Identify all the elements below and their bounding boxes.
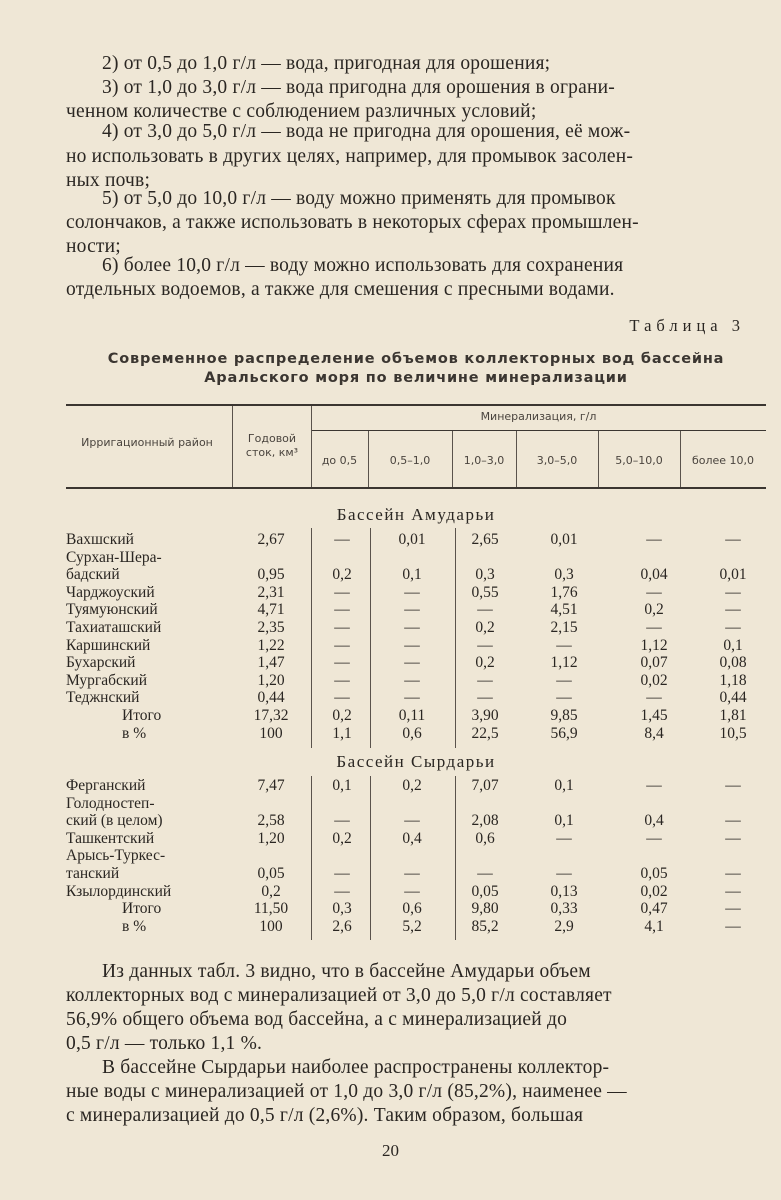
- row-value-col-5: —: [646, 777, 662, 794]
- list-item-4-line3: ных почв;: [66, 170, 151, 191]
- list-item-6-line1: 6) более 10,0 г/л — воду можно использовать для сохранения: [102, 255, 624, 276]
- row-value-col-1: —: [334, 619, 350, 636]
- row-value-col-3: 85,2: [471, 917, 499, 935]
- row-value-col-2: —: [404, 689, 420, 707]
- row-value-col-5: —: [646, 531, 662, 548]
- row-flow: 1,20: [257, 829, 285, 847]
- row-value-col-3: 0,05: [471, 882, 499, 900]
- conclusion-b-line2: ные воды с минерализацией от 1,0 до 3,0 г/л (85,2%), наименее —: [66, 1081, 627, 1102]
- row-value-col-1: 0,1: [332, 777, 352, 794]
- conclusion-a-line4: 0,5 г/л — только 1,1 %.: [66, 1033, 263, 1054]
- row-value-col-2: 0,2: [402, 777, 422, 794]
- conclusion-b-line1: В бассейне Сырдарьи наиболее распространены коллектор-: [102, 1057, 610, 1078]
- row-value-col-2: —: [404, 882, 420, 900]
- row-district: в %: [122, 917, 147, 935]
- table-row: [66, 865, 766, 883]
- row-district: Итого: [122, 900, 162, 918]
- row-value-col-6: —: [725, 882, 741, 900]
- row-value-col-4: 2,15: [550, 619, 578, 636]
- row-value-col-3: 0,6: [475, 829, 495, 847]
- table-title-line1: Современное распределение объемов коллекторных вод бассейна: [107, 351, 725, 367]
- row-value-col-5: 0,47: [640, 900, 668, 918]
- row-value-col-6: 0,08: [719, 654, 747, 672]
- header-col-2: 0,5–1,0: [389, 454, 431, 467]
- row-value-col-4: —: [556, 829, 572, 847]
- table-row: [66, 654, 766, 672]
- row-value-col-6: 0,1: [723, 636, 743, 654]
- table-row: [66, 900, 766, 918]
- row-value-col-2: —: [404, 654, 420, 672]
- table-title-line2: Аральского моря по величине минерализации: [204, 370, 628, 386]
- row-value-col-1: 0,3: [332, 900, 352, 918]
- row-district: бадский: [66, 566, 120, 584]
- row-value-col-2: 0,01: [398, 531, 426, 548]
- row-value-col-3: 0,3: [475, 566, 495, 584]
- row-value-col-3: —: [477, 671, 493, 689]
- mineral-header-rule: [311, 430, 766, 431]
- row-district: Арысь-Туркес-: [66, 847, 166, 865]
- row-value-col-4: —: [556, 865, 572, 882]
- section-title-syrdarya: Бассейн Сырдарьи: [336, 752, 496, 771]
- row-value-col-4: 4,51: [550, 601, 578, 619]
- row-value-col-1: 2,6: [332, 917, 352, 935]
- row-value-col-1: 0,2: [332, 707, 352, 724]
- table-row: [66, 795, 766, 813]
- row-value-col-1: —: [334, 865, 350, 882]
- row-value-col-2: —: [404, 636, 420, 654]
- row-value-col-6: —: [725, 829, 741, 847]
- row-value-col-6: —: [725, 619, 741, 636]
- list-item-3-line2: ченном количестве с соблюдением различных условий;: [66, 101, 537, 122]
- row-value-col-4: —: [556, 671, 572, 689]
- row-value-col-4: —: [556, 689, 572, 707]
- row-value-col-1: —: [334, 671, 350, 689]
- row-value-col-1: 1,1: [332, 724, 352, 742]
- row-value-col-5: 1,12: [640, 636, 668, 654]
- row-value-col-5: 0,07: [640, 654, 668, 672]
- row-value-col-2: 5,2: [402, 917, 422, 935]
- row-value-col-3: —: [477, 601, 493, 619]
- row-value-col-2: 0,1: [402, 566, 422, 584]
- row-value-col-2: —: [404, 619, 420, 636]
- table-row: [66, 531, 766, 549]
- row-value-col-2: —: [404, 583, 420, 601]
- table-row: [66, 584, 766, 602]
- table-row: [66, 549, 766, 567]
- row-value-col-3: 0,2: [475, 619, 495, 636]
- row-district: Бухарский: [66, 654, 136, 672]
- row-flow: 100: [259, 917, 283, 935]
- row-value-col-4: —: [556, 636, 572, 654]
- row-district: ский (в целом): [66, 812, 163, 830]
- row-flow: 17,32: [253, 707, 289, 724]
- row-value-col-1: —: [334, 601, 350, 619]
- table-row: [66, 847, 766, 865]
- header-mineral: Минерализация, г/л: [480, 410, 597, 423]
- row-district: Ташкентский: [66, 829, 155, 847]
- row-value-col-5: 4,1: [644, 917, 664, 935]
- row-value-col-5: 8,4: [644, 724, 664, 742]
- row-value-col-4: 0,1: [554, 777, 574, 794]
- row-value-col-4: 1,12: [550, 654, 578, 672]
- row-flow: 0,44: [257, 689, 285, 707]
- row-value-col-1: —: [334, 583, 350, 601]
- row-district: Голодностеп-: [66, 794, 155, 812]
- row-value-col-1: —: [334, 654, 350, 672]
- row-value-col-6: 1,81: [719, 707, 747, 724]
- row-district: Ферганский: [66, 777, 146, 794]
- row-flow: 0,05: [257, 865, 285, 882]
- row-value-col-1: —: [334, 689, 350, 707]
- header-col-6: более 10,0: [691, 454, 755, 467]
- conclusion-a-line2: коллекторных вод с минерализацией от 3,0 до 5,0 г/л составляет: [66, 985, 612, 1006]
- row-value-col-6: —: [725, 601, 741, 619]
- row-flow: 4,71: [257, 601, 285, 619]
- row-value-col-5: —: [646, 689, 662, 707]
- row-flow: 1,20: [257, 671, 285, 689]
- row-value-col-5: 0,02: [640, 882, 668, 900]
- row-value-col-5: 0,4: [644, 812, 664, 830]
- row-value-col-3: —: [477, 865, 493, 882]
- row-value-col-2: 0,11: [398, 707, 426, 724]
- conclusion-a-line1: Из данных табл. 3 видно, что в бассейне Амударьи объем: [102, 961, 591, 982]
- row-value-col-2: —: [404, 601, 420, 619]
- row-district: Кзылординский: [66, 882, 172, 900]
- row-value-col-6: —: [725, 812, 741, 830]
- row-value-col-4: 2,9: [554, 917, 574, 935]
- row-value-col-3: —: [477, 689, 493, 707]
- table-row: [66, 566, 766, 584]
- row-value-col-6: —: [725, 917, 741, 935]
- row-district: Теджнский: [66, 689, 140, 707]
- row-value-col-2: —: [404, 671, 420, 689]
- row-value-col-5: 0,04: [640, 566, 668, 584]
- row-value-col-6: 1,18: [719, 671, 747, 689]
- row-flow: 1,47: [257, 654, 285, 672]
- row-flow: 2,58: [257, 812, 285, 830]
- section-title-amudarya: Бассейн Амударьи: [336, 505, 496, 524]
- list-item-6-line2: отдельных водоемов, а также для смешения с пресными водами.: [66, 279, 615, 300]
- row-value-col-6: —: [725, 531, 741, 548]
- row-district: Вахшский: [66, 531, 134, 548]
- row-value-col-6: —: [725, 583, 741, 601]
- row-value-col-1: —: [334, 812, 350, 830]
- table-row: [66, 830, 766, 848]
- row-district: Туямуюнский: [66, 601, 158, 619]
- list-item-5-line1: 5) от 5,0 до 10,0 г/л — воду можно применять для промывок: [102, 188, 616, 209]
- row-value-col-3: 7,07: [471, 777, 499, 794]
- list-item-4-line2: но использовать в других целях, например, для промывок засолен-: [66, 146, 634, 167]
- row-value-col-5: —: [646, 583, 662, 601]
- row-value-col-3: 3,90: [471, 707, 499, 724]
- table-row: [66, 777, 766, 795]
- list-item-5-line2: солончаков, а также использовать в некоторых сферах промышлен-: [66, 212, 639, 233]
- row-value-col-3: —: [477, 636, 493, 654]
- row-value-col-6: —: [725, 865, 741, 882]
- row-value-col-5: —: [646, 829, 662, 847]
- table-row: [66, 707, 766, 725]
- row-value-col-1: —: [334, 636, 350, 654]
- table-row: [66, 883, 766, 901]
- row-value-col-4: 56,9: [550, 724, 578, 742]
- table-row: [66, 725, 766, 743]
- row-district: Итого: [122, 707, 162, 724]
- row-value-col-6: —: [725, 900, 741, 918]
- row-value-col-1: 0,2: [332, 566, 352, 584]
- header-col-1: до 0,5: [321, 454, 358, 467]
- list-item-5-line3: ности;: [66, 236, 121, 257]
- page-number: 20: [382, 1141, 399, 1160]
- row-value-col-6: —: [725, 777, 741, 794]
- row-value-col-2: —: [404, 865, 420, 882]
- row-value-col-5: 1,45: [640, 707, 668, 724]
- row-value-col-6: 10,5: [719, 724, 747, 742]
- row-district: Чарджоуский: [66, 583, 155, 601]
- row-value-col-1: —: [334, 531, 350, 548]
- row-value-col-6: 0,44: [719, 689, 747, 707]
- row-value-col-4: 0,13: [550, 882, 578, 900]
- table-header-bottom-rule: [66, 487, 766, 489]
- header-col-3: 1,0–3,0: [463, 454, 505, 467]
- header-flow: Годовой сток, км³: [245, 432, 299, 459]
- row-value-col-5: 0,05: [640, 865, 668, 882]
- row-value-col-3: 2,65: [471, 531, 499, 548]
- list-item-3-line1: 3) от 1,0 до 3,0 г/л — вода пригодна для орошения в ограни-: [102, 77, 615, 98]
- row-value-col-3: 0,55: [471, 583, 499, 601]
- row-value-col-4: 9,85: [550, 707, 578, 724]
- row-flow: 0,2: [261, 882, 281, 900]
- row-value-col-3: 22,5: [471, 724, 499, 742]
- row-value-col-5: —: [646, 619, 662, 636]
- row-flow: 1,22: [257, 636, 285, 654]
- row-district: танский: [66, 865, 120, 882]
- row-value-col-5: 0,02: [640, 671, 668, 689]
- row-value-col-3: 2,08: [471, 812, 499, 830]
- row-value-col-4: 0,1: [554, 812, 574, 830]
- row-value-col-4: 0,01: [550, 531, 578, 548]
- header-district: Ирригационный район: [81, 436, 213, 449]
- row-value-col-6: 0,01: [719, 566, 747, 584]
- row-district: Сурхан-Шера-: [66, 548, 162, 566]
- row-flow: 11,50: [253, 900, 289, 918]
- row-value-col-5: 0,2: [644, 601, 664, 619]
- table-row: [66, 689, 766, 707]
- header-col-5: 5,0–10,0: [615, 454, 663, 467]
- table-row: [66, 637, 766, 655]
- table-top-rule: [66, 404, 766, 406]
- row-district: в %: [122, 724, 147, 742]
- row-value-col-1: 0,2: [332, 829, 352, 847]
- row-flow: 0,95: [257, 566, 285, 584]
- row-flow: 2,31: [257, 583, 285, 601]
- row-value-col-2: —: [404, 812, 420, 830]
- row-value-col-2: 0,6: [402, 900, 422, 918]
- table-row: [66, 672, 766, 690]
- row-value-col-3: 9,80: [471, 900, 499, 918]
- row-value-col-1: —: [334, 882, 350, 900]
- row-value-col-2: 0,4: [402, 829, 422, 847]
- header-col-4: 3,0–5,0: [536, 454, 578, 467]
- table-row: [66, 918, 766, 936]
- row-value-col-2: 0,6: [402, 724, 422, 742]
- table-title: [66, 350, 766, 388]
- row-value-col-4: 0,33: [550, 900, 578, 918]
- conclusion-a-line3: 56,9% общего объема вод бассейна, а с минерализацией до: [66, 1009, 568, 1030]
- table-row: [66, 812, 766, 830]
- row-district: Каршинский: [66, 636, 151, 654]
- list-item-4-line1: 4) от 3,0 до 5,0 г/л — вода не пригодна для орошения, её мож-: [102, 121, 631, 142]
- table-caption: Таблица 3: [629, 316, 745, 335]
- row-flow: 2,67: [257, 531, 285, 548]
- row-district: Тахиаташский: [66, 619, 162, 636]
- row-district: Мургабский: [66, 671, 148, 689]
- table-row: [66, 601, 766, 619]
- row-value-col-4: 1,76: [550, 583, 578, 601]
- list-item-2: 2) от 0,5 до 1,0 г/л — вода, пригодная для орошения;: [102, 53, 551, 74]
- header-divider: [232, 406, 233, 487]
- row-flow: 100: [259, 724, 283, 742]
- table-row: [66, 619, 766, 637]
- row-value-col-4: 0,3: [554, 566, 574, 584]
- row-value-col-3: 0,2: [475, 654, 495, 672]
- row-flow: 2,35: [257, 619, 285, 636]
- conclusion-b-line3: с минерализацией до 0,5 г/л (2,6%). Таким образом, большая: [66, 1105, 584, 1126]
- row-flow: 7,47: [257, 777, 285, 794]
